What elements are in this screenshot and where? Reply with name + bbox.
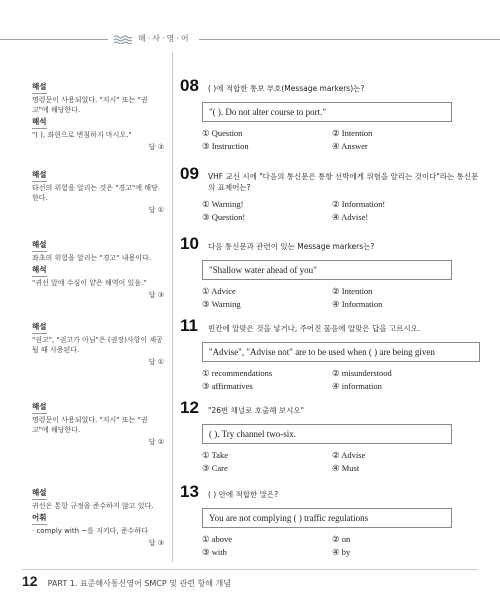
question-prompt: "26번 채널로 호출해 보시오" [208, 406, 305, 415]
option-4[interactable]: ④ Information [332, 299, 383, 309]
explanation-label: 해석 [32, 265, 47, 277]
option-3[interactable]: ③ Care [202, 463, 228, 473]
option-3[interactable]: ③ Question! [202, 212, 246, 222]
option-1[interactable]: ① Take [202, 450, 228, 460]
option-1[interactable]: ① Question [202, 128, 243, 138]
question-box: You are not complying ( ) traffic regulations [202, 508, 452, 528]
explanation-10 [32, 238, 164, 300]
explanation-label: 해석 [32, 117, 47, 129]
question-13 [180, 482, 480, 558]
explanation-text: "( ), 좌현으로 변침하지 마시오." [32, 131, 132, 139]
section-header [108, 31, 199, 46]
option-1[interactable]: ① Advice [202, 286, 236, 296]
option-4[interactable]: ④ Answer [332, 141, 368, 151]
option-4[interactable]: ④ information [332, 381, 382, 391]
explanation-text: 타선의 위험을 알리는 것은 "경고"에 해당한다. [32, 184, 158, 202]
explanation-09 [32, 168, 164, 215]
answer-label: 답 ② [148, 438, 164, 446]
answer-label: 답 ③ [148, 291, 164, 299]
option-4[interactable]: ④ Must [332, 463, 360, 473]
option-3[interactable]: ③ affirmatives [202, 381, 253, 391]
explanation-11 [32, 320, 164, 367]
question-number: 13 [180, 482, 199, 501]
option-2[interactable]: ② Intention [332, 286, 373, 296]
option-3[interactable]: ③ with [202, 547, 227, 557]
question-box: "Shallow water ahead of you" [202, 260, 452, 280]
page-number: 12 [22, 573, 38, 589]
question-prompt: ( ) 안에 적합한 말은? [208, 490, 279, 499]
explanation-08 [32, 80, 164, 152]
question-number: 12 [180, 398, 199, 417]
option-1[interactable]: ① above [202, 534, 233, 544]
question-11 [180, 316, 480, 392]
answer-label: 답 ① [148, 358, 164, 366]
question-box: "( ). Do not alter course to port." [202, 102, 452, 122]
footer-rule [22, 569, 478, 570]
option-3[interactable]: ③ Warning [202, 299, 241, 309]
question-prompt: 다음 통신문과 관련이 있는 Message markers는? [208, 242, 375, 251]
option-2[interactable]: ② Information! [332, 199, 386, 209]
answer-label: 답 ① [148, 206, 164, 214]
explanation-text: "권고", "권고가 아님"은 (권장)사항이 제공될 때 사용된다. [32, 336, 163, 354]
explanation-label: 해설 [32, 322, 47, 334]
question-prompt: 빈칸에 알맞은 것을 넣거나, 주어진 물음에 알맞은 답을 고르시오. [208, 324, 421, 333]
explanation-label: 해설 [32, 240, 47, 252]
question-prompt: VHF 교신 시에 "다음의 통신문은 통항 선박에게 위험을 알리는 것이다"라는 통신문의 표제어는? [208, 172, 479, 192]
explanation-text: 명령문이 사용되었다. "지시" 또는 "권고"에 해당한다. [32, 96, 148, 114]
part-title: PART 1. 표준해사통신영어 SMCP 및 관련 항해 개념 [47, 579, 231, 588]
header-rule [0, 39, 500, 40]
question-box: "Advise", "Advise not" are to be used when ( ) are being given [202, 342, 480, 362]
question-prompt: ( )에 적합한 통보 부호(Message markers)는? [208, 84, 365, 93]
explanation-label: 해설 [32, 402, 47, 414]
explanation-label: 어휘 [32, 513, 47, 525]
option-3[interactable]: ③ Instruction [202, 141, 249, 151]
option-4[interactable]: ④ by [332, 547, 351, 557]
question-12 [180, 398, 480, 474]
option-1[interactable]: ① recommendations [202, 368, 273, 378]
explanation-text: · comply with ~를 지키다, 준수하다 [32, 527, 148, 535]
answer-label: 답 ③ [148, 539, 164, 547]
question-number: 09 [180, 164, 199, 183]
explanation-label: 해설 [32, 82, 47, 94]
option-2[interactable]: ② on [332, 534, 351, 544]
question-09 [180, 164, 480, 223]
explanation-text: "귀선 앞에 수심이 얕은 해역이 있음." [32, 279, 147, 287]
question-10 [180, 234, 480, 310]
answer-label: 답 ③ [148, 143, 164, 151]
wave-icon [114, 34, 132, 44]
option-2[interactable]: ② Advise [332, 450, 366, 460]
explanation-text: 귀선은 통항 규정을 준수하지 않고 있다. [32, 502, 154, 510]
option-2[interactable]: ② misunderstood [332, 368, 392, 378]
question-number: 08 [180, 76, 199, 95]
explanation-12 [32, 400, 164, 447]
explanation-13 [32, 486, 164, 548]
column-divider [172, 52, 173, 562]
page-footer [22, 573, 231, 589]
section-title: 해·사·영·어 [138, 34, 191, 43]
option-4[interactable]: ④ Advise! [332, 212, 369, 222]
option-2[interactable]: ② Intention [332, 128, 373, 138]
explanation-label: 해설 [32, 170, 47, 182]
question-08 [180, 76, 480, 152]
option-1[interactable]: ① Warning! [202, 199, 244, 209]
explanation-text: 명령문이 사용되었다. "지시" 또는 "권고"에 해당한다. [32, 416, 148, 434]
question-number: 11 [180, 316, 198, 335]
explanation-label: 해설 [32, 488, 47, 500]
explanation-text: 좌초의 위험을 알리는 "경고" 내용이다. [32, 254, 151, 262]
question-box: ( ). Try channel two-six. [202, 424, 452, 444]
question-number: 10 [180, 234, 199, 253]
